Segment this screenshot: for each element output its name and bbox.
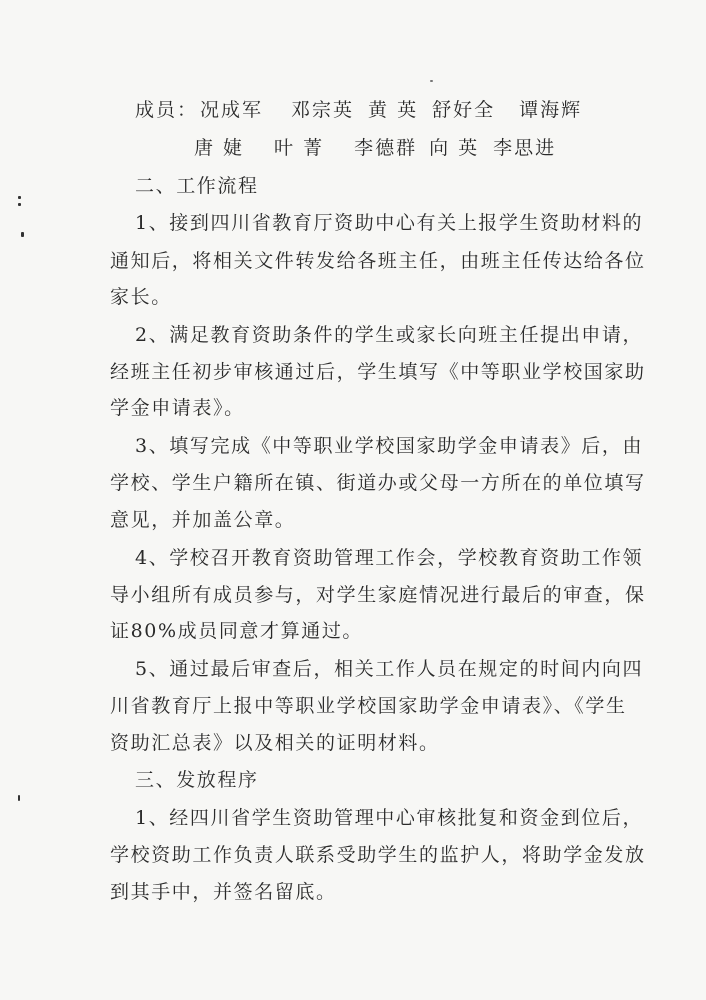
member-name: 李思进 bbox=[493, 137, 557, 159]
paragraph-line: 3、填写完成《中等职业学校国家助学金申请表》后，由 bbox=[135, 435, 644, 457]
paragraph-line: 意见，并加盖公章。 bbox=[110, 509, 296, 531]
paragraph-line: 4、学校召开教育资助管理工作会，学校教育资助工作领 bbox=[135, 547, 644, 569]
paragraph-line: 经班主任初步审核通过后，学生填写《中等职业学校国家助 bbox=[110, 361, 646, 383]
member-name: 向 英 bbox=[429, 137, 480, 159]
paragraph-line: 到其手中，并签名留底。 bbox=[110, 881, 337, 903]
paragraph-line: 1、接到四川省教育厅资助中心有关上报学生资助材料的 bbox=[135, 212, 644, 234]
paragraph-line: 学校资助工作负责人联系受助学生的监护人，将助学金发放 bbox=[110, 844, 646, 866]
scan-mark bbox=[18, 795, 20, 801]
paragraph-line: 学金申请表》。 bbox=[110, 397, 245, 419]
section-heading-2: 二、工作流程 bbox=[135, 175, 259, 197]
scan-mark bbox=[430, 80, 433, 82]
scan-mark bbox=[21, 232, 24, 237]
paragraph-line: 川省教育厅上报中等职业学校国家助学金申请表》、《学生 bbox=[110, 695, 627, 717]
member-name: 邓宗英 bbox=[291, 99, 355, 121]
paragraph-line: 通知后，将相关文件转发给各班主任，由班主任传达给各位 bbox=[110, 250, 646, 272]
paragraph-line: 家长。 bbox=[110, 286, 172, 308]
paragraph-line: 1、经四川省学生资助管理中心审核批复和资金到位后， bbox=[135, 807, 644, 829]
paragraph-line: 学校、学生户籍所在镇、街道办或父母一方所在的单位填写 bbox=[110, 472, 646, 494]
member-name: 唐 婕 bbox=[194, 137, 245, 159]
member-name: 舒好全 bbox=[432, 99, 496, 121]
paragraph-line: 5、通过最后审查后，相关工作人员在规定的时间内向四 bbox=[135, 658, 644, 680]
members-row-1 bbox=[135, 98, 582, 122]
paragraph-line: 资助汇总表》以及相关的证明材料。 bbox=[110, 732, 440, 754]
scan-mark bbox=[18, 203, 21, 206]
member-name: 况成军 bbox=[200, 99, 264, 121]
paragraph-line: 导小组所有成员参与，对学生家庭情况进行最后的审查，保 bbox=[110, 584, 646, 606]
section-heading-3: 三、发放程序 bbox=[135, 769, 259, 791]
member-name: 谭海辉 bbox=[519, 99, 583, 121]
scan-mark bbox=[18, 196, 21, 199]
members-label: 成员： bbox=[135, 99, 199, 121]
member-name: 叶 菁 bbox=[274, 137, 325, 159]
member-name: 李德群 bbox=[354, 137, 418, 159]
paragraph-line: 2、满足教育资助条件的学生或家长向班主任提出申请， bbox=[135, 324, 644, 346]
members-row-2 bbox=[194, 136, 556, 160]
member-name: 黄 英 bbox=[368, 99, 419, 121]
paragraph-line: 证80%成员同意才算通过。 bbox=[110, 620, 364, 642]
